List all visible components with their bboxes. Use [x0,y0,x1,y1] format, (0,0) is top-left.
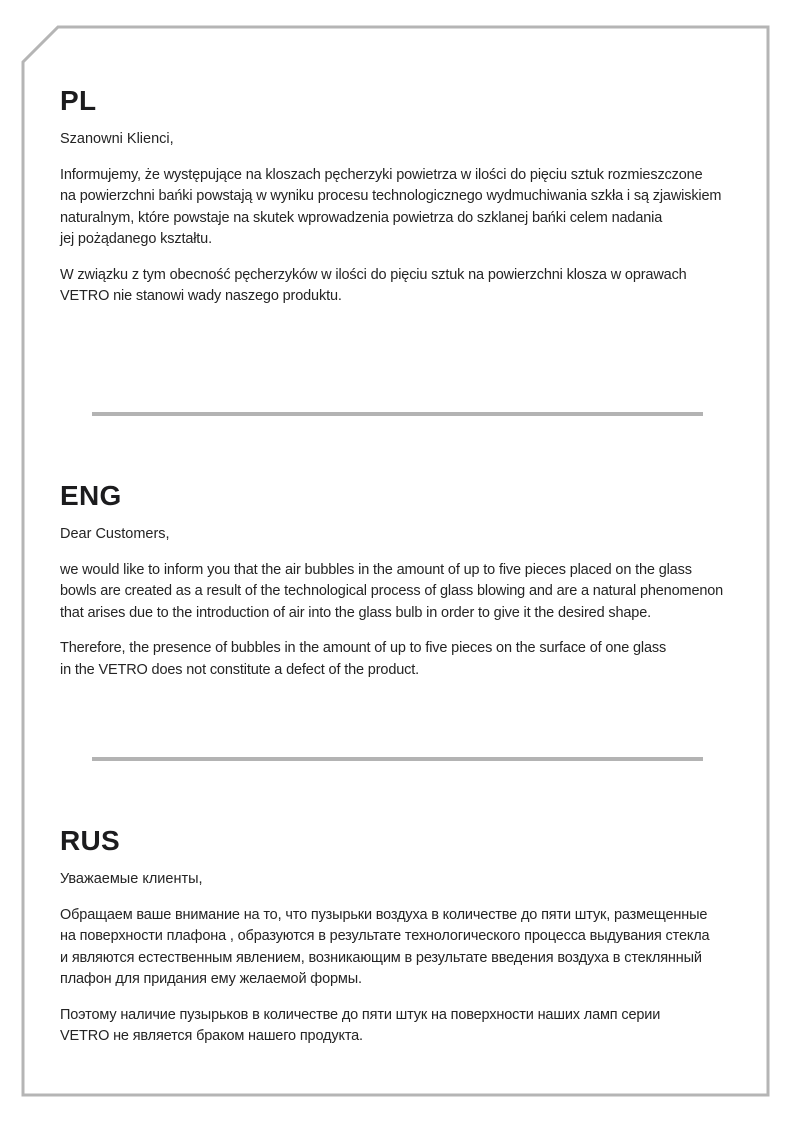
paragraph [60,1005,740,1048]
text-line: Therefore, the presence of bubbles in the amount of up to five pieces on the surface of one glass [60,640,667,656]
section-rus [60,826,740,1048]
text-line: in the VETRO does not constitute a defect of the product. [60,661,419,678]
text-line: we would like to inform you that the air bubbles in the amount of up to five pieces placed on the glass [60,561,692,578]
text-line: Обращаем ваше внимание на то, что пузырьки воздуха в количестве до пяти штук, размещенные [60,906,708,923]
greeting-rus: Уважаемые клиенты, [60,871,203,887]
paragraph [60,265,740,308]
text-line: na powierzchni bańki powstają w wyniku procesu technologicznego wydmuchiwania szkła i są zjawiskiem [60,188,722,204]
greeting-pl: Szanowni Klienci, [60,131,174,147]
text-line: VETRO nie stanowi wady naszego produktu. [60,288,342,304]
text-line: jej pożądanego kształtu. [60,231,212,247]
text-line: that arises due to the introduction of air into the glass bulb in order to give it the desired shape. [60,604,651,621]
text-line: VETRO не является браком нашего продукта. [60,1028,363,1044]
paragraph [60,165,740,251]
text-line: плафон для придания ему желаемой формы. [60,971,362,987]
greeting-eng: Dear Customers, [60,526,170,542]
text-line: и являются естественным явлением, возникающим в результате введения воздуха в стеклянный [60,949,702,966]
paragraph [60,638,740,681]
text-line: bowls are created as a result of the technological process of glass blowing and are a natural phenomenon [60,583,724,599]
section-divider [92,757,703,761]
text-line: W związku z tym obecność pęcherzyków w ilości do pięciu sztuk na powierzchni klosza w oprawach [60,266,687,283]
paragraph [60,560,740,625]
section-eng [60,481,740,681]
paragraph [60,905,740,991]
text-line: Informujemy, że występujące na kloszach pęcherzyki powietrza w ilości do pięciu sztuk rozmieszczone [60,166,703,183]
text-line: naturalnym, które powstaje na skutek wprowadzenia powietrza do szklanej bańki celem nadania [60,209,663,226]
text-line: на поверхности плафона , образуются в результате технологического процесса выдувания стекла [60,928,710,944]
section-divider [92,412,703,416]
section-heading-eng: ENG [60,480,122,511]
section-heading-rus: RUS [60,825,121,856]
section-heading-pl: PL [60,85,97,116]
section-pl [60,86,740,308]
text-line: Поэтому наличие пузырьков в количестве до пяти штук на поверхности наших ламп серии [60,1006,661,1023]
